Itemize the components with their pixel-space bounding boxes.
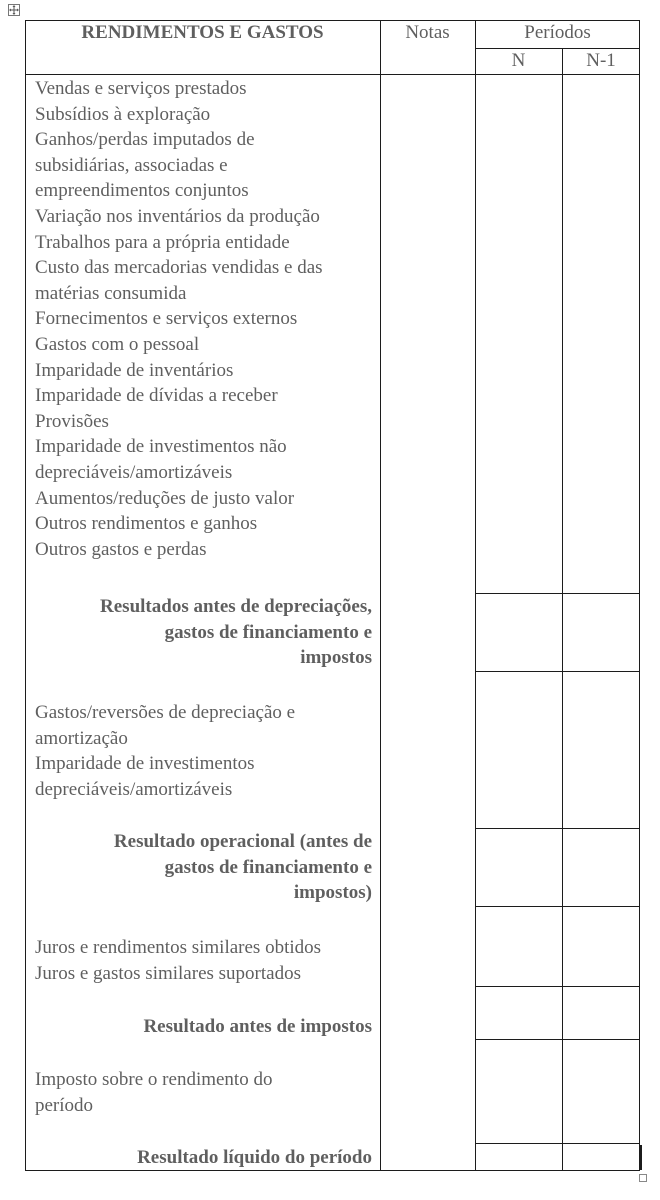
list-item: depreciáveis/amortizáveis [35,778,233,800]
subtotal-operating-result [52,829,372,906]
list-item: Gastos com o pessoal [35,333,200,355]
list-item: subsidiárias, associadas e [35,154,228,176]
header-col-n: N [511,50,526,71]
subtotal-line: Resultado antes de impostos [143,1016,372,1037]
row-line [475,1143,640,1144]
table-resize-handle[interactable] [639,1174,647,1182]
list-item: Ganhos/perdas imputados de [35,129,255,151]
table-move-handle[interactable] [8,4,20,16]
list-item: Outros rendimentos e ganhos [35,513,258,535]
list-item: Juros e gastos similares suportados [35,962,301,984]
total-net-result [52,1145,372,1171]
row-line [475,671,640,672]
list-item: amortização [35,727,128,749]
header-title: RENDIMENTOS E GASTOS [81,22,324,43]
list-item: Provisões [35,410,109,432]
tax-items-group [35,1067,380,1118]
row-line [475,593,640,594]
subtotal-line: impostos [300,647,372,669]
list-item: Imparidade de dívidas a receber [35,385,278,407]
subtotal-ebitda [52,594,372,671]
list-item: Imparidade de investimentos [35,753,255,775]
list-item: período [35,1094,94,1116]
list-item: Gastos/reversões de depreciação e [35,702,296,723]
subtotal-pretax-result [52,1014,372,1040]
header-periods: Períodos [524,22,591,43]
subtotal-line: Resultados antes de depreciações, [100,596,372,617]
subtotal-line: gastos de financiamento e [164,856,372,878]
list-item: empreendimentos conjuntos [35,180,249,202]
list-item: Outros gastos e perdas [35,538,207,560]
header-col-n1: N-1 [586,50,616,71]
subtotal-line: gastos de financiamento e [164,621,372,643]
depreciation-items-group [35,700,380,802]
row-line [475,906,640,907]
subtotal-line: Resultado líquido do período [137,1147,372,1168]
income-statement-table [25,20,640,1171]
list-item: Aumentos/reduções de justo valor [35,487,295,509]
row-line [475,986,640,987]
table-border-left [25,20,26,1171]
list-item: Variação nos inventários da produção [35,205,320,227]
table-border-right [639,20,640,1171]
text-cursor [640,1145,642,1170]
list-item: Subsídios à exploração [35,103,211,125]
row-line [475,828,640,829]
list-item: Custo das mercadorias vendidas e das [35,257,323,279]
list-item: Imparidade de inventários [35,359,234,381]
subtotal-line: Resultado operacional (antes de [113,831,372,852]
list-item: Juros e rendimentos similares obtidos [35,937,322,958]
header-bottom-line [25,74,640,75]
operating-items-group [35,76,380,562]
list-item: Trabalhos para a própria entidade [35,231,290,253]
periods-column-divider [475,20,476,1171]
notes-column-divider [380,20,381,1171]
n-column-divider [562,48,563,1171]
list-item: Imparidade de investimentos não [35,436,287,458]
list-item: depreciáveis/amortizáveis [35,461,233,483]
move-arrows-icon [9,5,19,15]
financing-items-group [35,935,380,986]
header-notes: Notas [405,22,450,43]
list-item: Imposto sobre o rendimento do [35,1069,273,1090]
list-item: Vendas e serviços prestados [35,78,247,99]
subtotal-line: impostos) [293,882,372,904]
row-line [475,1039,640,1040]
list-item: Fornecimentos e serviços externos [35,308,298,330]
list-item: matérias consumida [35,282,187,304]
